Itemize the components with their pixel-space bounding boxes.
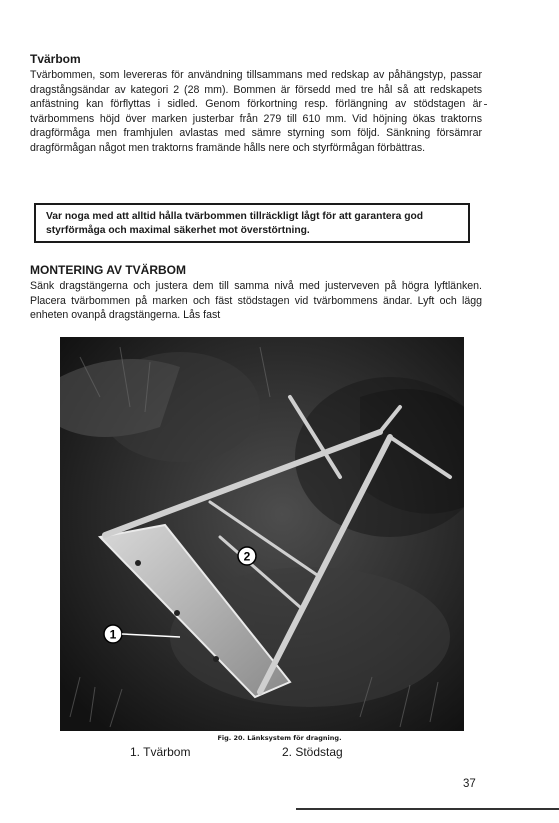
section-heading-tvarbom: Tvärbom	[30, 52, 81, 66]
intro-paragraph: Tvärbommen, som levereras för användning tillsammans med redskap av påhängstyp, passar dragstångsändar av kategori 2 (28 mm). Bommen är försedd med tre hål så att redskapets anfästning kan förflyttas i sidled. Genom förkortning resp. förlängning av stödstagen är tvärbommens höjd över marken justerbar från 279 till 610 mm. Vid höjning ökas traktorns dragförmåga men framhjulen avlastas med sämre styrning som följd. Sänkning försämrar dragförmågan något men traktorns framände hålls nere och styrförmågan förbättras.	[30, 69, 482, 154]
callout-1-label: 1	[109, 627, 117, 642]
section-heading-montering: MONTERING AV TVÄRBOM	[30, 263, 186, 277]
page-number: 37	[463, 778, 476, 790]
bottom-rule	[296, 808, 559, 810]
figure-photo	[60, 337, 464, 731]
figure-caption: Fig. 20. Länksystem för dragning.	[217, 734, 342, 742]
warning-box: Var noga med att alltid hålla tvärbommen tillräckligt lågt för att garantera god styrförmåga och maximal säkerhet mot överstörtning.	[34, 203, 470, 243]
margin-mark	[484, 104, 487, 105]
callout-2-marker	[238, 547, 256, 565]
assembly-paragraph: Sänk dragstängerna och justera dem till samma nivå med justerveven på högra lyftlänken. Placera tvärbommen på marken och fäst stödstagen vid tvärbommens ändar. Lyft och lägg enheten ovanpå dragstängerna. Lås fast	[30, 280, 482, 322]
legend-item-stodstag: 2. Stödstag	[282, 745, 343, 759]
legend-item-tvarbom: 1. Tvärbom	[130, 745, 191, 759]
callout-2-label: 2	[243, 549, 251, 564]
